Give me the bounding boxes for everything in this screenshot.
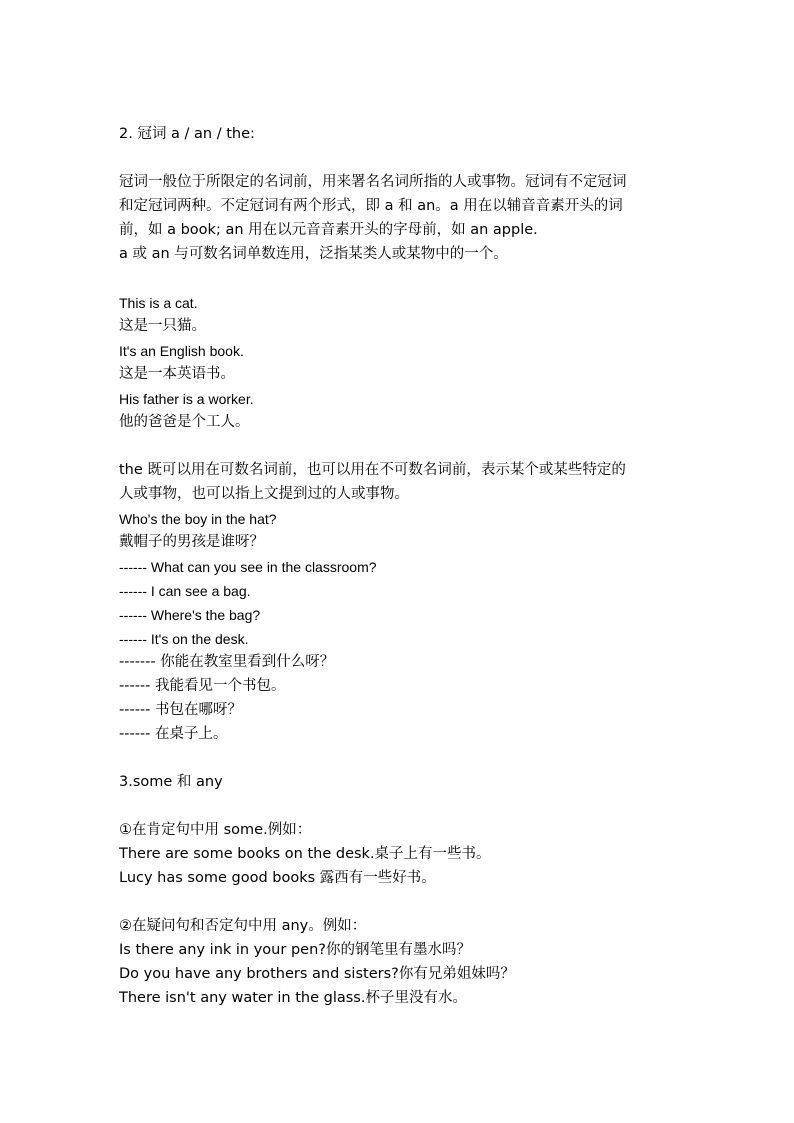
example-sentence: This is a cat. xyxy=(119,295,198,311)
example-translation: 他的爸爸是个工人。 xyxy=(119,414,250,430)
paragraph-line: 人或事物，也可以指上文提到过的人或事物。 xyxy=(119,486,409,502)
section-heading: 2. 冠词 a / an / the: xyxy=(119,126,255,142)
dialogue-line: ------ 书包在哪呀？ xyxy=(119,702,243,718)
paragraph-line: 和定冠词两种。不定冠词有两个形式，即 a 和 an。a 用在以辅音音素开头的词 xyxy=(119,198,623,214)
example-translation: 这是一本英语书。 xyxy=(119,366,235,382)
paragraph-line: the 既可以用在可数名词前，也可以用在不可数名词前，表示某个或某些特定的 xyxy=(119,462,626,478)
dialogue-line: ------ What can you see in the classroom? xyxy=(119,559,377,575)
rule-line: ①在肯定句中用 some.例如： xyxy=(119,822,312,838)
dialogue-line: ------ 我能看见一个书包。 xyxy=(119,678,286,694)
rule-line: ②在疑问句和否定句中用 any。例如： xyxy=(119,918,367,934)
dialogue-line: ------ I can see a bag. xyxy=(119,583,251,599)
dialogue-line: ------ 在桌子上。 xyxy=(119,726,228,742)
paragraph-line: 前，如 a book; an 用在以元音音素开头的字母前，如 an apple. xyxy=(119,222,538,238)
example-sentence: Who's the boy in the hat? xyxy=(119,511,277,527)
example-sentence: Is there any ink in your pen?你的钢笔里有墨水吗？ xyxy=(119,942,471,958)
example-sentence: There are some books on the desk.桌子上有一些书。 xyxy=(119,846,491,862)
paragraph-line: 冠词一般位于所限定的名词前，用来署名名词所指的人或事物。冠词有不定冠词 xyxy=(119,174,627,190)
section-heading: 3.some 和 any xyxy=(119,774,223,790)
example-sentence: Do you have any brothers and sisters?你有兄弟姐妹吗？ xyxy=(119,966,515,982)
dialogue-line: ------ It's on the desk. xyxy=(119,631,249,647)
example-sentence: His father is a worker. xyxy=(119,391,254,407)
example-translation: 戴帽子的男孩是谁呀？ xyxy=(119,534,264,550)
example-sentence: It's an English book. xyxy=(119,343,244,359)
paragraph-line: a 或 an 与可数名词单数连用，泛指某类人或某物中的一个。 xyxy=(119,246,508,262)
dialogue-line: ------ Where's the bag? xyxy=(119,607,261,623)
example-sentence: There isn't any water in the glass.杯子里没有水。 xyxy=(119,990,467,1006)
example-translation: 这是一只猫。 xyxy=(119,318,206,334)
dialogue-line: ------- 你能在教室里看到什么呀？ xyxy=(119,654,335,670)
example-sentence: Lucy has some good books 露西有一些好书。 xyxy=(119,870,436,886)
